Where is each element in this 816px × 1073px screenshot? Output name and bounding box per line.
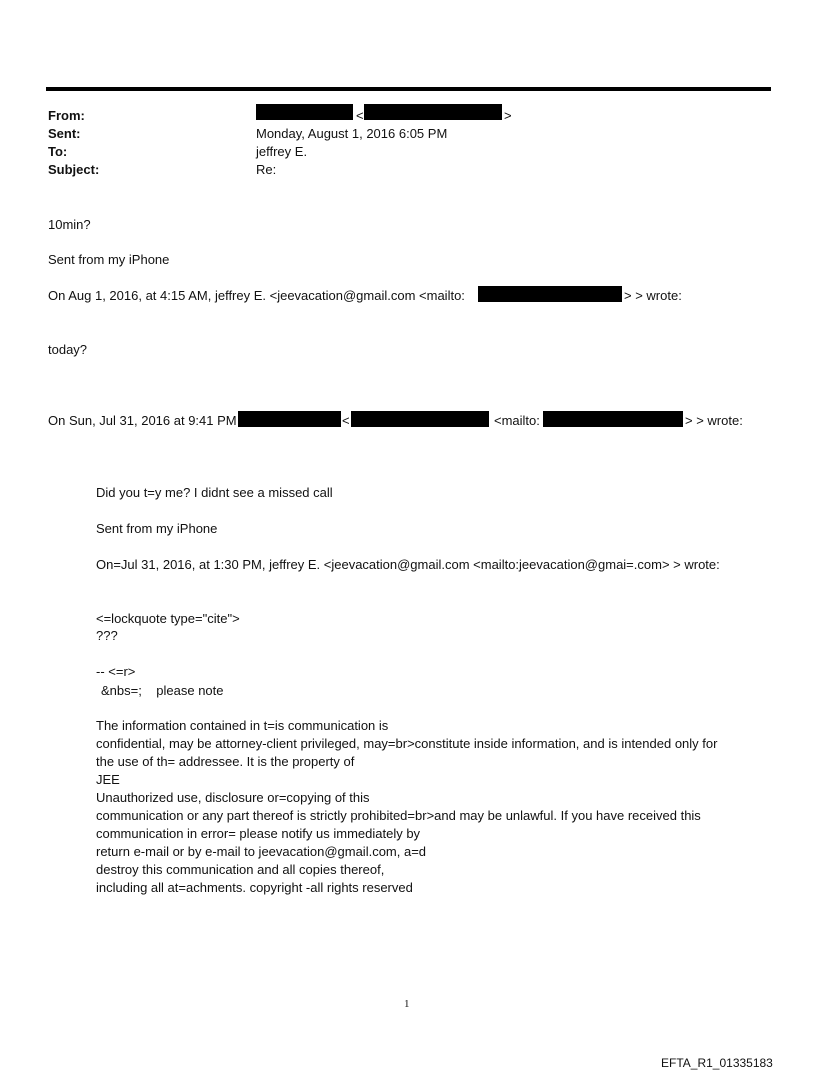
- body-line-today: today?: [48, 342, 88, 357]
- nested-line-blockquote: <=lockquote type="cite">: [96, 611, 240, 626]
- page-number: 1: [404, 998, 410, 1010]
- document-id-footer: EFTA_R1_01335183: [661, 1056, 773, 1070]
- redaction-sender-name: [256, 104, 353, 120]
- sent-value: Monday, August 1, 2016 6:05 PM: [256, 126, 448, 141]
- disclaimer-line-8: return e-mail or by e-mail to jeevacation@gmail.com, a=d: [96, 844, 427, 859]
- redaction-quote2-name: [238, 411, 341, 427]
- redaction-quote2-mailto: [543, 411, 683, 427]
- disclaimer-line-10: including all at=achments. copyright -all rights reserved: [96, 880, 413, 895]
- from-label: From:: [48, 108, 85, 123]
- disclaimer-line-2: confidential, may be attorney-client privileged, may=br>constitute inside information, and is intended only for: [96, 736, 718, 751]
- quote2-lt: <: [342, 413, 350, 428]
- to-value: jeffrey E.: [256, 144, 308, 159]
- disclaimer-line-1: The information contained in t=is communication is: [96, 718, 389, 733]
- nested-line-dash-br: -- <=r>: [96, 664, 136, 679]
- disclaimer-line-7: communication in error= please notify us immediately by: [96, 826, 421, 841]
- quote2-suffix: > > wrote:: [685, 413, 743, 428]
- disclaimer-line-3: the use of th= addressee. It is the property of: [96, 754, 355, 769]
- nested-line-did-you: Did you t=y me? I didnt see a missed call: [96, 485, 333, 500]
- sent-label: Sent:: [48, 126, 81, 141]
- redaction-quote1-email: [478, 286, 622, 302]
- to-label: To:: [48, 144, 68, 159]
- redaction-quote2-email: [351, 411, 489, 427]
- disclaimer-line-5: Unauthorized use, disclosure or=copying of this: [96, 790, 370, 805]
- disclaimer-line-4: JEE: [96, 772, 120, 787]
- from-lt: <: [356, 108, 364, 123]
- disclaimer-line-9: destroy this communication and all copies thereof,: [96, 862, 385, 877]
- nested-line-please-note: &nbs=; please note: [101, 683, 224, 698]
- quote2-prefix: On Sun, Jul 31, 2016 at 9:41 PM: [48, 413, 237, 428]
- quote1-suffix: > > wrote:: [624, 288, 682, 303]
- redaction-sender-email: [364, 104, 502, 120]
- body-line-sent-from: Sent from my iPhone: [48, 252, 170, 267]
- nested-line-question: ???: [96, 628, 118, 643]
- header-rule: [46, 87, 771, 91]
- nested-line-sent-from: Sent from my iPhone: [96, 521, 218, 536]
- disclaimer-line-6: communication or any part thereof is strictly prohibited=br>and may be unlawful. If you have received this: [96, 808, 701, 823]
- quote2-mailto: <mailto:: [494, 413, 540, 428]
- quote1-prefix: On Aug 1, 2016, at 4:15 AM, jeffrey E. <jeevacation@gmail.com <mailto:: [48, 288, 465, 303]
- nested-line-quote-header: On=Jul 31, 2016, at 1:30 PM, jeffrey E. <jeevacation@gmail.com <mailto:jeevacation@gmai=.com> > wrote:: [96, 557, 720, 572]
- subject-value: Re:: [256, 162, 277, 177]
- subject-label: Subject:: [48, 162, 100, 177]
- body-line-10min: 10min?: [48, 217, 91, 232]
- from-gt: >: [504, 108, 512, 123]
